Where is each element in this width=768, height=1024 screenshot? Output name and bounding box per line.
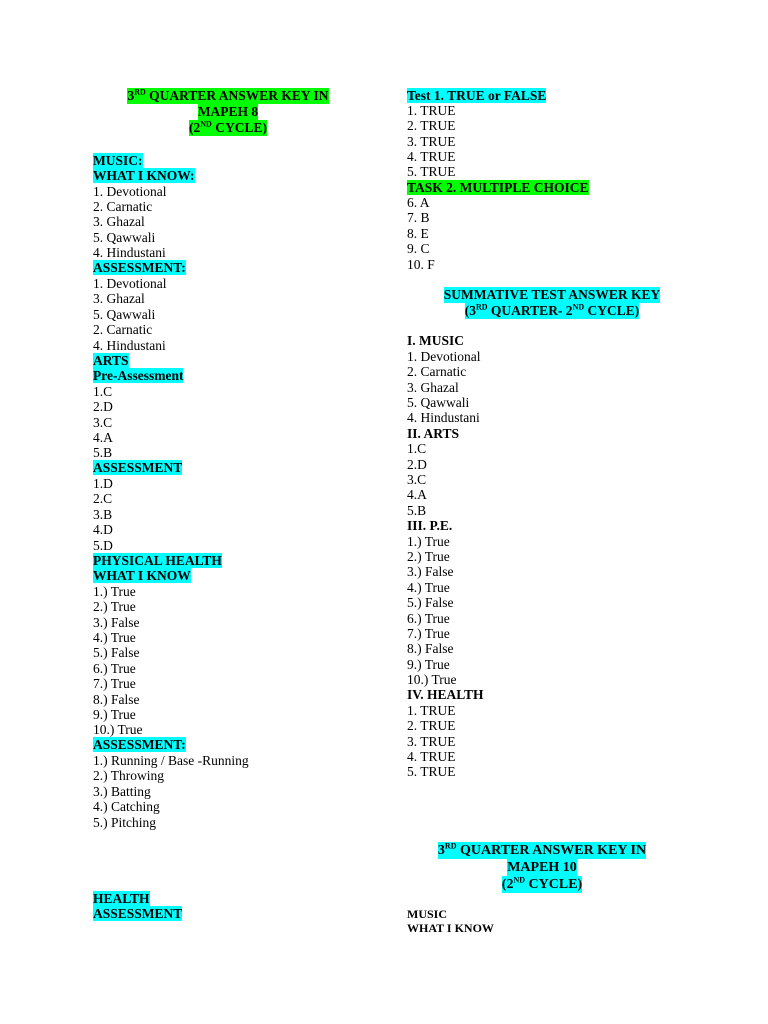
list-item: 3.) False (407, 564, 454, 579)
health-assessment-heading: ASSESSMENT (93, 906, 183, 921)
summative-pe-heading: III. P.E. (407, 518, 453, 533)
list-item: 4.A (407, 487, 427, 502)
physical-health-what-i-know-heading: WHAT I KNOW (93, 568, 191, 583)
list-item: 6.) True (93, 661, 136, 676)
list-item: 8. E (407, 226, 429, 241)
list-item: 8.) False (93, 692, 140, 707)
mapeh10-title (397, 842, 687, 893)
summative-title-line1: SUMMATIVE TEST ANSWER KEY (443, 287, 661, 302)
list-item: 7. B (407, 210, 430, 225)
list-item: 2. Carnatic (407, 364, 467, 379)
list-item: 7.) True (93, 676, 136, 691)
list-item: 3. Ghazal (93, 214, 145, 229)
list-item: 4. TRUE (407, 149, 456, 164)
list-item: 1.D (93, 476, 113, 491)
list-item: 5.B (93, 445, 113, 460)
list-item: 3. TRUE (407, 134, 456, 149)
list-item: 1.) Running / Base -Running (93, 753, 249, 768)
list-item: 4.D (93, 522, 113, 537)
list-item: 1. Devotional (93, 184, 167, 199)
mapeh10-music-heading: MUSIC (407, 907, 448, 921)
list-item: 1.) True (407, 534, 450, 549)
list-item: 2.D (407, 457, 427, 472)
list-item: 1. TRUE (407, 103, 456, 118)
list-item: 3. TRUE (407, 734, 456, 749)
list-item: 4.) True (407, 580, 450, 595)
music-what-i-know-heading: WHAT I KNOW: (93, 168, 195, 183)
list-item: 9. C (407, 241, 430, 256)
mapeh10-title-line2: MAPEH 10 (507, 860, 577, 875)
list-item: 9.) True (93, 707, 136, 722)
list-item: 4. Hindustani (93, 338, 166, 353)
list-item: 3.) Batting (93, 784, 151, 799)
mapeh8-title (93, 88, 363, 136)
list-item: 2. Carnatic (93, 322, 153, 337)
list-item: 2.D (93, 399, 113, 414)
list-item: 1.) True (93, 584, 136, 599)
list-item: 3.C (93, 415, 113, 430)
list-item: 10. F (407, 257, 435, 272)
physical-health-assessment-heading: ASSESSMENT: (93, 737, 186, 752)
list-item: 3.C (407, 472, 427, 487)
list-item: 5.) False (93, 645, 140, 660)
task2-heading: TASK 2. MULTIPLE CHOICE (407, 180, 589, 195)
list-item: 4. Hindustani (407, 410, 480, 425)
list-item: 1.C (93, 384, 113, 399)
list-item: 4.) Catching (93, 799, 160, 814)
arts-heading: ARTS (93, 353, 129, 368)
arts-pre-assessment-heading: Pre-Assessment (93, 368, 184, 383)
summative-music-heading: I. MUSIC (407, 333, 465, 348)
list-item: 2.) True (93, 599, 136, 614)
music-assessment-heading: ASSESSMENT: (93, 260, 186, 275)
physical-health-heading: PHYSICAL HEALTH (93, 553, 222, 568)
list-item: 5. Qawwali (93, 307, 156, 322)
summative-arts-heading: II. ARTS (407, 426, 460, 441)
list-item: 3. Ghazal (93, 291, 145, 306)
list-item: 4. Hindustani (93, 245, 166, 260)
list-item: 4.A (93, 430, 113, 445)
list-item: 5. TRUE (407, 164, 456, 179)
list-item: 6.) True (407, 611, 450, 626)
list-item: 10.) True (407, 672, 457, 687)
list-item: 4.) True (93, 630, 136, 645)
list-item: 5. TRUE (407, 764, 456, 779)
list-item: 2.) True (407, 549, 450, 564)
summative-title (407, 287, 697, 319)
list-item: 2. Carnatic (93, 199, 153, 214)
mapeh10-what-i-know-heading: WHAT I KNOW (407, 921, 494, 935)
mapeh8-title-line1: 3RD QUARTER ANSWER KEY IN (127, 87, 329, 103)
health-heading: HEALTH (93, 891, 150, 906)
list-item: 5.B (407, 503, 427, 518)
list-item: 5. Qawwali (407, 395, 470, 410)
arts-assessment-heading: ASSESSMENT (93, 460, 183, 475)
list-item: 7.) True (407, 626, 450, 641)
mapeh8-title-line2: MAPEH 8 (197, 104, 259, 119)
list-item: 1. Devotional (407, 349, 481, 364)
test1-heading: Test 1. TRUE or FALSE (407, 88, 547, 103)
summative-title-line2: (3RD QUARTER- 2ND CYCLE) (464, 302, 640, 318)
mapeh10-title-line3: (2ND CYCLE) (501, 875, 583, 892)
list-item: 2. TRUE (407, 718, 456, 733)
list-item: 3.) False (93, 615, 140, 630)
list-item: 10.) True (93, 722, 143, 737)
mapeh10-title-line1: 3RD QUARTER ANSWER KEY IN (437, 841, 647, 858)
list-item: 1. TRUE (407, 703, 456, 718)
list-item: 1.C (407, 441, 427, 456)
list-item: 5.D (93, 538, 113, 553)
list-item: 2.C (93, 491, 113, 506)
list-item: 5.) False (407, 595, 454, 610)
summative-health-heading: IV. HEALTH (407, 687, 484, 702)
list-item: 8.) False (407, 641, 454, 656)
list-item: 5. Qawwali (93, 230, 156, 245)
list-item: 3. Ghazal (407, 380, 459, 395)
list-item: 1. Devotional (93, 276, 167, 291)
mapeh8-title-line3: (2ND CYCLE) (189, 119, 267, 135)
list-item: 6. A (407, 195, 430, 210)
list-item: 2.) Throwing (93, 768, 164, 783)
list-item: 5.) Pitching (93, 815, 156, 830)
list-item: 2. TRUE (407, 118, 456, 133)
list-item: 3.B (93, 507, 113, 522)
music-heading: MUSIC: (93, 153, 143, 168)
list-item: 4. TRUE (407, 749, 456, 764)
list-item: 9.) True (407, 657, 450, 672)
